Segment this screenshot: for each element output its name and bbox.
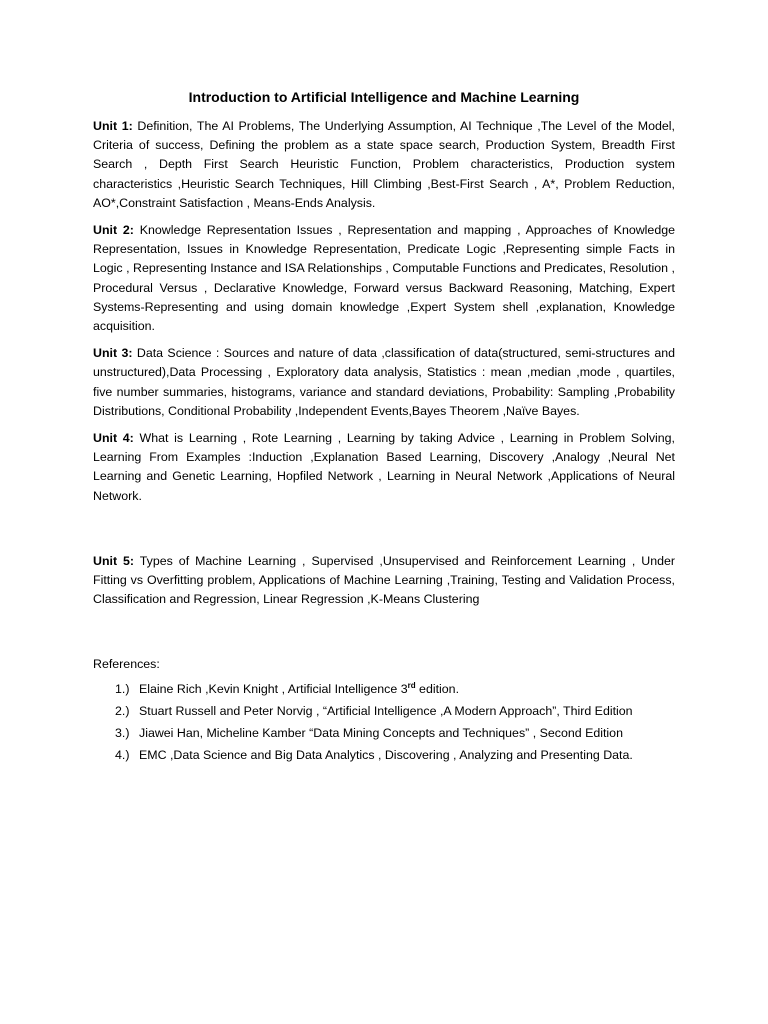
reference-number: 1.) [115,682,130,697]
references-heading: References: [93,657,160,672]
reference-text: Stuart Russell and Peter Norvig , “Artificial Intelligence ,A Modern Approach”, Third Edition [139,704,633,719]
unit-1-text: Definition, The AI Problems, The Underlying Assumption, AI Technique ,The Level of the Model, Criteria of success, Defining the problem as a state space search, Production System, Breadth First Search , Depth First Search Heuristic Function, Problem characteristics, Production system characteristics ,Heuristic Search Techniques, Hill Climbing ,Best-First Search , A*, Problem Reduction, AO*,Constraint Satisfaction , Means-Ends Analysis. [93,119,675,210]
references-list [93,683,675,762]
reference-text-part: Elaine Rich ,Kevin Knight , Artificial Intelligence 3 [139,682,408,697]
document-title: Introduction to Artificial Intelligence and Machine Learning [188,89,580,105]
reference-item [93,749,675,762]
unit-4-paragraph [93,429,675,506]
unit-2-text: Knowledge Representation Issues , Representation and mapping , Approaches of Knowledge Representation, Issues in Knowledge Representation, Predicate Logic ,Representing simple Facts in Logic , Representing Instance and ISA Relationships , Computable Functions and Predicates, Resolution , Procedural Versus , Declarative Knowledge, Forward versus Backward Reasoning, Matching, Expert Systems-Representing and using domain knowledge ,Expert System shell ,explanation, Knowledge acquisition. [93,223,675,334]
unit-5-label: Unit 5: [93,553,135,568]
reference-text [139,683,675,696]
reference-number: 4.) [115,748,130,763]
unit-1-label: Unit 1: [93,119,133,133]
spacer [93,617,675,655]
reference-item [93,683,675,696]
unit-1-paragraph [93,117,675,213]
unit-3-label: Unit 3: [93,346,133,361]
reference-text: Jiawei Han, Micheline Kamber “Data Mining Concepts and Techniques” , Second Edition [139,726,623,741]
unit-5-paragraph [93,552,675,610]
spacer [93,514,675,552]
unit-4-label: Unit 4: [93,431,134,446]
reference-text-part: edition. [415,682,460,697]
reference-number: 3.) [115,726,130,741]
unit-3-text: Data Science : Sources and nature of data ,classification of data(structured, semi-structures and unstructured),Data Processing , Exploratory data analysis, Statistics : mean ,median ,mode , quartiles, five number summaries, histograms, variance and standard deviations, Probability: Sampling ,Probability Distributions, Conditional Probability ,Independent Events,Bayes Theorem ,Naïve Bayes. [93,346,675,418]
unit-5-text: Types of Machine Learning , Supervised ,Unsupervised and Reinforcement Learning , Under Fitting vs Overfitting problem, Applications of Machine Learning ,Training, Testing and Validation Process, Classification and Regression, Linear Regression ,K-Means Clustering [93,553,676,607]
unit-2-paragraph [93,221,675,336]
unit-3-paragraph [93,344,675,421]
document-page [93,88,675,771]
reference-text: EMC ,Data Science and Big Data Analytics , Discovering , Analyzing and Presenting Data. [139,748,633,763]
unit-4-text: What is Learning , Rote Learning , Learning by taking Advice , Learning in Problem Solving, Learning From Examples :Induction ,Explanation Based Learning, Discovery ,Analogy ,Neural Net Learning and Genetic Learning, Hopfiled Network , Learning in Neural Network ,Applications of Neural Network. [93,431,675,503]
reference-item [93,727,675,740]
reference-superscript: rd [407,681,416,691]
reference-item [93,705,675,718]
unit-2-label: Unit 2: [93,223,134,238]
reference-number: 2.) [115,704,130,719]
